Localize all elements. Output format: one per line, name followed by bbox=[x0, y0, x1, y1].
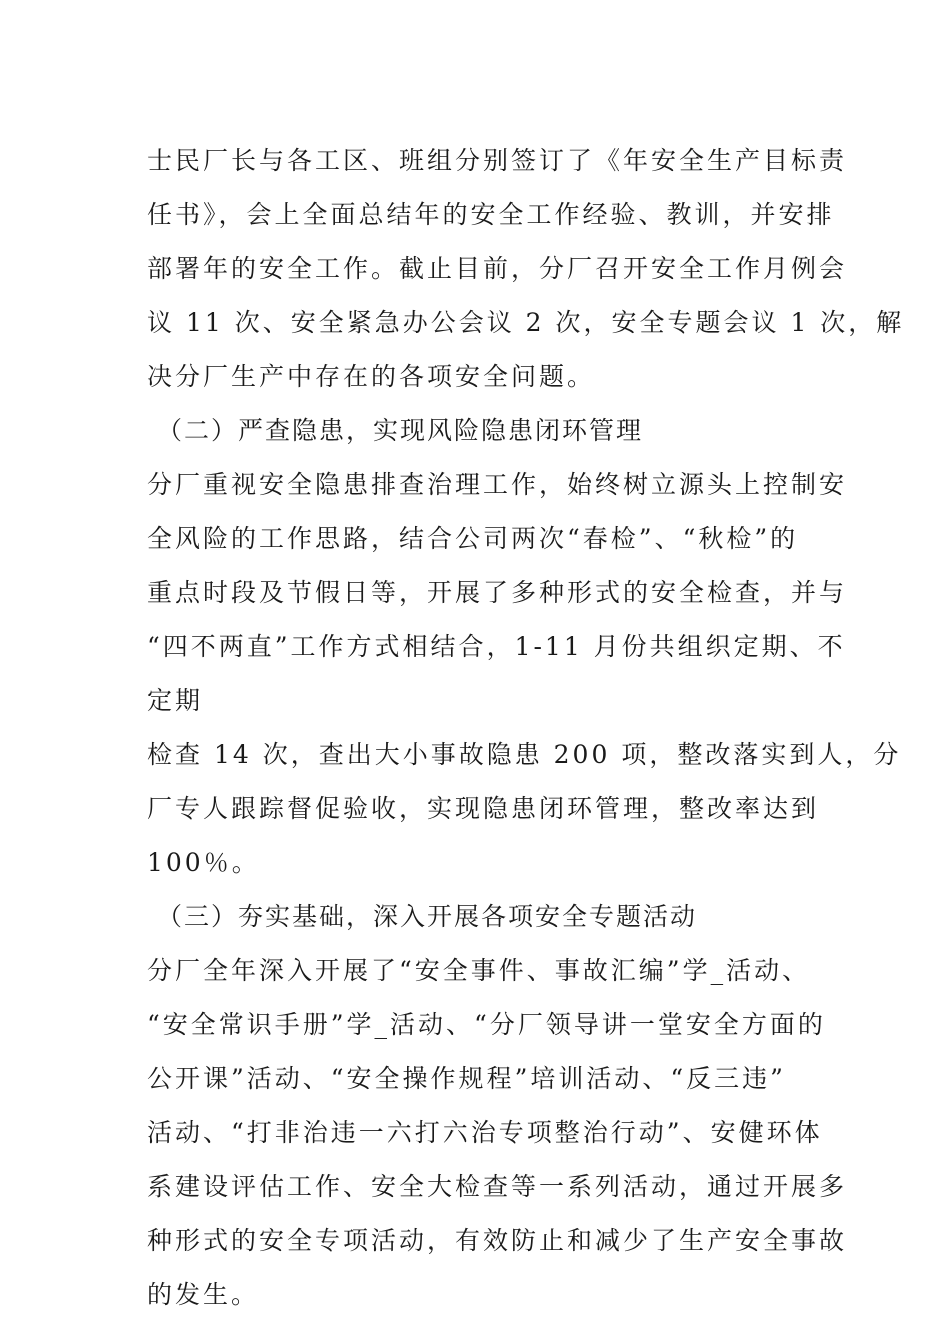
body-line: 公开课”活动、“安全操作规程”培训活动、“反三违” bbox=[147, 1064, 786, 1093]
document-body bbox=[147, 134, 905, 1322]
body-line: 重点时段及节假日等，开展了多种形式的安全检查，并与 bbox=[147, 578, 848, 607]
body-line: 检查 14 次，查出大小事故隐患 200 项，整改落实到人，分 bbox=[147, 740, 902, 769]
section-heading: （二）严查隐患，实现风险隐患闭环管理 bbox=[157, 416, 644, 445]
body-line: “安全常识手册”学_活动、“分厂领导讲一堂安全方面的 bbox=[147, 1010, 826, 1039]
body-line: 分厂全年深入开展了“安全事件、事故汇编”学_活动、 bbox=[147, 956, 811, 985]
body-line: 部署年的安全工作。截止目前，分厂召开安全工作月例会 bbox=[147, 254, 848, 283]
body-line: 全风险的工作思路，结合公司两次“春检”、“秋检”的 bbox=[147, 524, 799, 553]
body-line: 系建设评估工作、安全大检查等一系列活动，通过开展多 bbox=[147, 1172, 848, 1201]
body-line: 厂专人跟踪督促验收，实现隐患闭环管理，整改率达到 bbox=[147, 794, 820, 823]
body-line: “四不两直”工作方式相结合，1-11 月份共组织定期、不 bbox=[147, 632, 846, 661]
body-line: 种形式的安全专项活动，有效防止和减少了生产安全事故 bbox=[147, 1226, 848, 1255]
section-heading: （三）夯实基础，深入开展各项安全专题活动 bbox=[157, 902, 698, 931]
body-line: 决分厂生产中存在的各项安全问题。 bbox=[147, 362, 596, 391]
body-line: 任书》，会上全面总结年的安全工作经验、教训，并安排 bbox=[147, 200, 835, 229]
body-line: 100％。 bbox=[147, 848, 260, 877]
body-line: 士民厂长与各工区、班组分别签订了《年安全生产目标责 bbox=[147, 146, 848, 175]
body-line: 的发生。 bbox=[147, 1280, 260, 1309]
body-line: 定期 bbox=[147, 686, 204, 715]
body-line: 议 11 次、安全紧急办公会议 2 次，安全专题会议 1 次，解 bbox=[147, 308, 905, 337]
body-line: 分厂重视安全隐患排查治理工作，始终树立源头上控制安 bbox=[147, 470, 848, 499]
body-line: 活动、“打非治违一六打六治专项整治行动”、安健环体 bbox=[147, 1118, 823, 1147]
